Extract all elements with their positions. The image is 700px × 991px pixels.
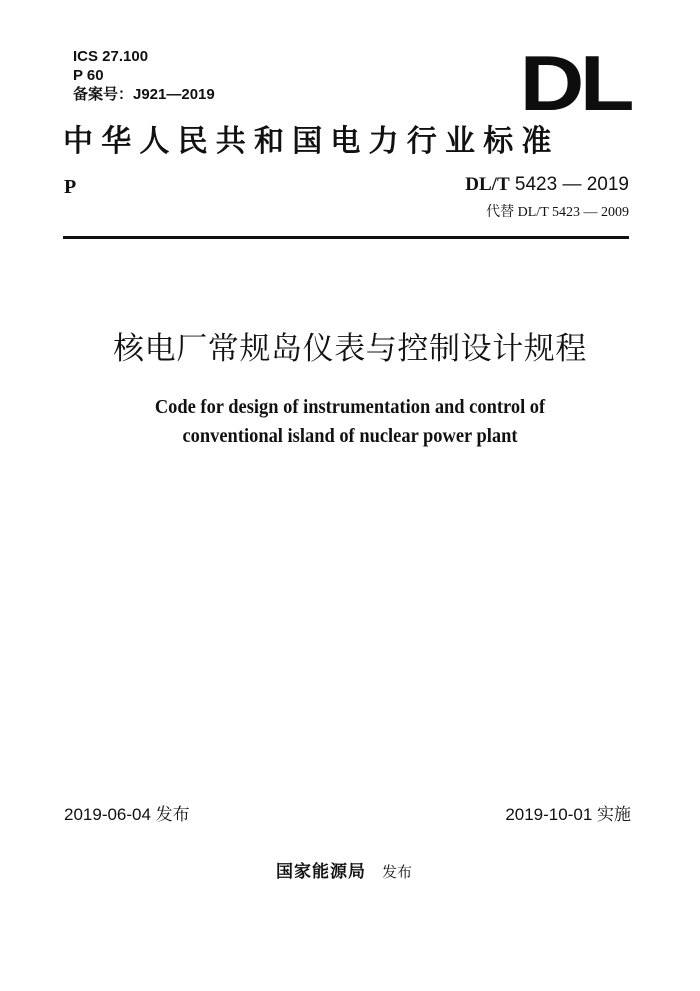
publisher-org: 国家能源局: [275, 862, 366, 882]
document-title-cn: 核电厂常规岛仪表与控制设计规程: [113, 331, 587, 367]
dl-logo: DL: [519, 39, 630, 127]
category-letter: P: [64, 176, 77, 198]
header-divider: [63, 236, 629, 239]
publisher: [0, 860, 694, 884]
filing-number: 备案号：J921—2019: [73, 86, 215, 103]
replaces-note: 代替 DL/T 5423 — 2009: [486, 205, 629, 220]
ics-code: ICS 27.100: [73, 48, 149, 65]
publisher-action: 发布: [381, 863, 412, 881]
document-title-en-line2: conventional island of nuclear power plant: [182, 425, 518, 447]
standard-number-value: 5423 — 2019: [514, 174, 629, 195]
classification-code: P 60: [73, 67, 104, 84]
implement-date: 2019-10-01 实施: [505, 805, 631, 824]
standard-number-prefix: DL/T: [465, 174, 510, 195]
document-title-en-line1: Code for design of instrumentation and control of: [154, 396, 546, 418]
standard-family-title: 中华人民共和国电力行业标准: [63, 124, 560, 159]
standard-number: [465, 174, 629, 196]
publish-date: 2019-06-04 发布: [64, 805, 190, 824]
